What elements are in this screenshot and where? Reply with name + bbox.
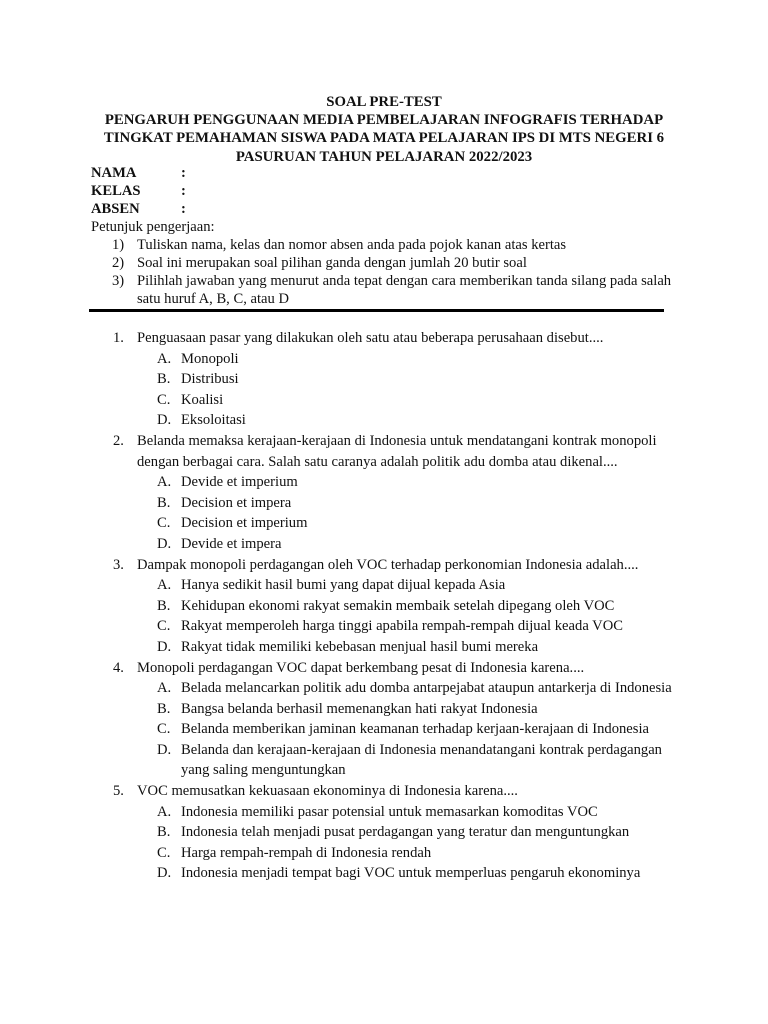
question-text: Penguasaan pasar yang dilakukan oleh satu atau beberapa perusahaan disebut.... xyxy=(137,330,604,346)
identity-colon: : xyxy=(181,165,186,181)
identity-label: ABSEN xyxy=(91,201,140,218)
identity-colon: : xyxy=(181,201,186,218)
question-item xyxy=(113,781,683,884)
instruction-text: Soal ini merupakan soal pilihan ganda dengan jumlah 20 butir soal xyxy=(137,255,527,271)
title-line: TINGKAT PEMAHAMAN SISWA PADA MATA PELAJARAN IPS DI MTS NEGERI 6 xyxy=(103,130,665,147)
option-text: Rakyat tidak memiliki kebebasan menjual hasil bumi mereka xyxy=(181,638,539,655)
answer-option xyxy=(157,349,683,370)
answer-option xyxy=(157,575,683,596)
answer-option xyxy=(157,369,683,390)
option-list xyxy=(157,575,683,657)
question-list xyxy=(113,328,683,884)
question-item xyxy=(113,658,683,782)
option-letter: C. xyxy=(157,721,171,738)
option-letter: B. xyxy=(157,597,171,614)
option-text: Bangsa belanda berhasil memenangkan hati rakyat Indonesia xyxy=(181,700,538,717)
answer-option xyxy=(157,822,683,843)
instruction-text: Tuliskan nama, kelas dan nomor absen anda pada pojok kanan atas kertas xyxy=(137,237,567,253)
answer-option xyxy=(157,740,683,781)
option-list xyxy=(157,349,683,431)
option-list xyxy=(157,802,683,884)
option-text: Kehidupan ekonomi rakyat semakin membaik setelah dipegang oleh VOC xyxy=(181,597,615,614)
option-letter: D. xyxy=(157,741,172,758)
question-number: 1. xyxy=(113,330,124,346)
option-letter: B. xyxy=(157,371,171,388)
identity-label: KELAS xyxy=(91,183,141,200)
answer-option xyxy=(157,472,683,493)
answer-option xyxy=(157,596,683,617)
identity-label: NAMA xyxy=(91,165,137,181)
question-item xyxy=(113,328,683,431)
option-text: Decision et imperium xyxy=(181,515,308,532)
option-text: Decision et impera xyxy=(181,494,292,511)
option-list xyxy=(157,678,683,781)
question-item xyxy=(113,555,683,658)
option-text: Distribusi xyxy=(181,371,239,388)
option-letter: C. xyxy=(157,618,171,635)
question-item xyxy=(113,431,683,555)
option-letter: D. xyxy=(157,412,172,429)
question-number: 2. xyxy=(113,432,124,449)
section-divider xyxy=(89,309,664,312)
identity-row-absen xyxy=(91,200,191,218)
title-line: PASURUAN TAHUN PELAJARAN 2022/2023 xyxy=(235,148,533,165)
question-number: 4. xyxy=(113,659,124,676)
option-letter: A. xyxy=(157,680,172,697)
option-letter: A. xyxy=(157,577,172,594)
answer-option xyxy=(157,493,683,514)
instructions-list xyxy=(112,236,672,308)
answer-option xyxy=(157,390,683,411)
instruction-number: 2) xyxy=(112,255,125,271)
option-text: Monopoli xyxy=(181,350,239,367)
answer-option xyxy=(157,616,683,637)
title-line: PENGARUH PENGGUNAAN MEDIA PEMBELAJARAN INFOGRAFIS TERHADAP xyxy=(104,112,664,129)
answer-option xyxy=(157,802,683,823)
option-text: Harga rempah-rempah di Indonesia rendah xyxy=(181,844,432,861)
option-letter: D. xyxy=(157,865,172,882)
option-letter: D. xyxy=(157,535,172,552)
option-letter: B. xyxy=(157,824,171,841)
instruction-number: 1) xyxy=(112,237,125,253)
option-text: Eksoloitasi xyxy=(181,412,246,429)
option-letter: C. xyxy=(157,515,171,532)
answer-option xyxy=(157,843,683,864)
document-title xyxy=(60,93,708,166)
option-letter: A. xyxy=(157,350,172,367)
answer-option xyxy=(157,719,683,740)
answer-option xyxy=(157,410,683,431)
question-number: 3. xyxy=(113,556,124,573)
option-text: Indonesia menjadi tempat bagi VOC untuk memperluas pengaruh ekonominya xyxy=(181,865,641,882)
option-text: Indonesia memiliki pasar potensial untuk memasarkan komoditas VOC xyxy=(181,803,598,820)
question-text: VOC memusatkan kekuasaan ekonominya di Indonesia karena.... xyxy=(137,783,518,800)
option-text: Hanya sedikit hasil bumi yang dapat dijual kepada Asia xyxy=(181,577,506,594)
option-text: Koalisi xyxy=(181,391,224,408)
option-letter: B. xyxy=(157,700,171,717)
option-text: Indonesia telah menjadi pusat perdagangan yang teratur dan menguntungkan xyxy=(181,824,630,841)
option-letter: D. xyxy=(157,638,172,655)
question-text: Dampak monopoli perdagangan oleh VOC terhadap perkonomian Indonesia adalah.... xyxy=(137,556,639,573)
answer-option xyxy=(157,863,683,884)
option-text: Belada melancarkan politik adu domba antarpejabat ataupun antarkerja di Indonesia xyxy=(181,680,672,697)
answer-option xyxy=(157,534,683,555)
option-letter: C. xyxy=(157,391,171,408)
question-text: Monopoli perdagangan VOC dapat berkembang pesat di Indonesia karena.... xyxy=(137,659,585,676)
option-text: Rakyat memperoleh harga tinggi apabila rempah-rempah dijual keada VOC xyxy=(181,618,623,635)
question-text: Belanda memaksa kerajaan-kerajaan di Indonesia untuk mendatangani kontrak monopoli dengan berbagai cara. Salah satu caranya adalah politik adu domba atau dikenal.... xyxy=(137,432,657,470)
answer-option xyxy=(157,699,683,720)
identity-row-nama xyxy=(91,164,191,182)
instruction-item xyxy=(112,272,672,308)
option-letter: C. xyxy=(157,844,171,861)
question-number: 5. xyxy=(113,783,124,800)
option-text: Devide et imperium xyxy=(181,474,298,491)
option-list xyxy=(157,472,683,554)
instructions-heading: Petunjuk pengerjaan: xyxy=(91,219,215,235)
option-text: Devide et impera xyxy=(181,535,282,552)
instruction-text: Pilihlah jawaban yang menurut anda tepat dengan cara memberikan tanda silang pada salah satu huruf A, B, C, atau D xyxy=(137,273,672,307)
title-line: SOAL PRE-TEST xyxy=(326,94,442,110)
answer-option xyxy=(157,678,683,699)
instruction-number: 3) xyxy=(112,273,125,289)
student-identity-block xyxy=(91,164,191,219)
option-letter: A. xyxy=(157,474,172,491)
option-letter: A. xyxy=(157,803,172,820)
identity-row-kelas xyxy=(91,182,191,200)
answer-option xyxy=(157,513,683,534)
instruction-item xyxy=(112,236,672,254)
option-text: Belanda memberikan jaminan keamanan terhadap kerjaan-kerajaan di Indonesia xyxy=(181,721,649,738)
instruction-item xyxy=(112,254,672,272)
option-letter: B. xyxy=(157,494,171,511)
identity-colon: : xyxy=(181,183,186,200)
option-text: Belanda dan kerajaan-kerajaan di Indonesia menandatangani kontrak perdagangan yang saling menguntungkan xyxy=(181,741,662,779)
answer-option xyxy=(157,637,683,658)
